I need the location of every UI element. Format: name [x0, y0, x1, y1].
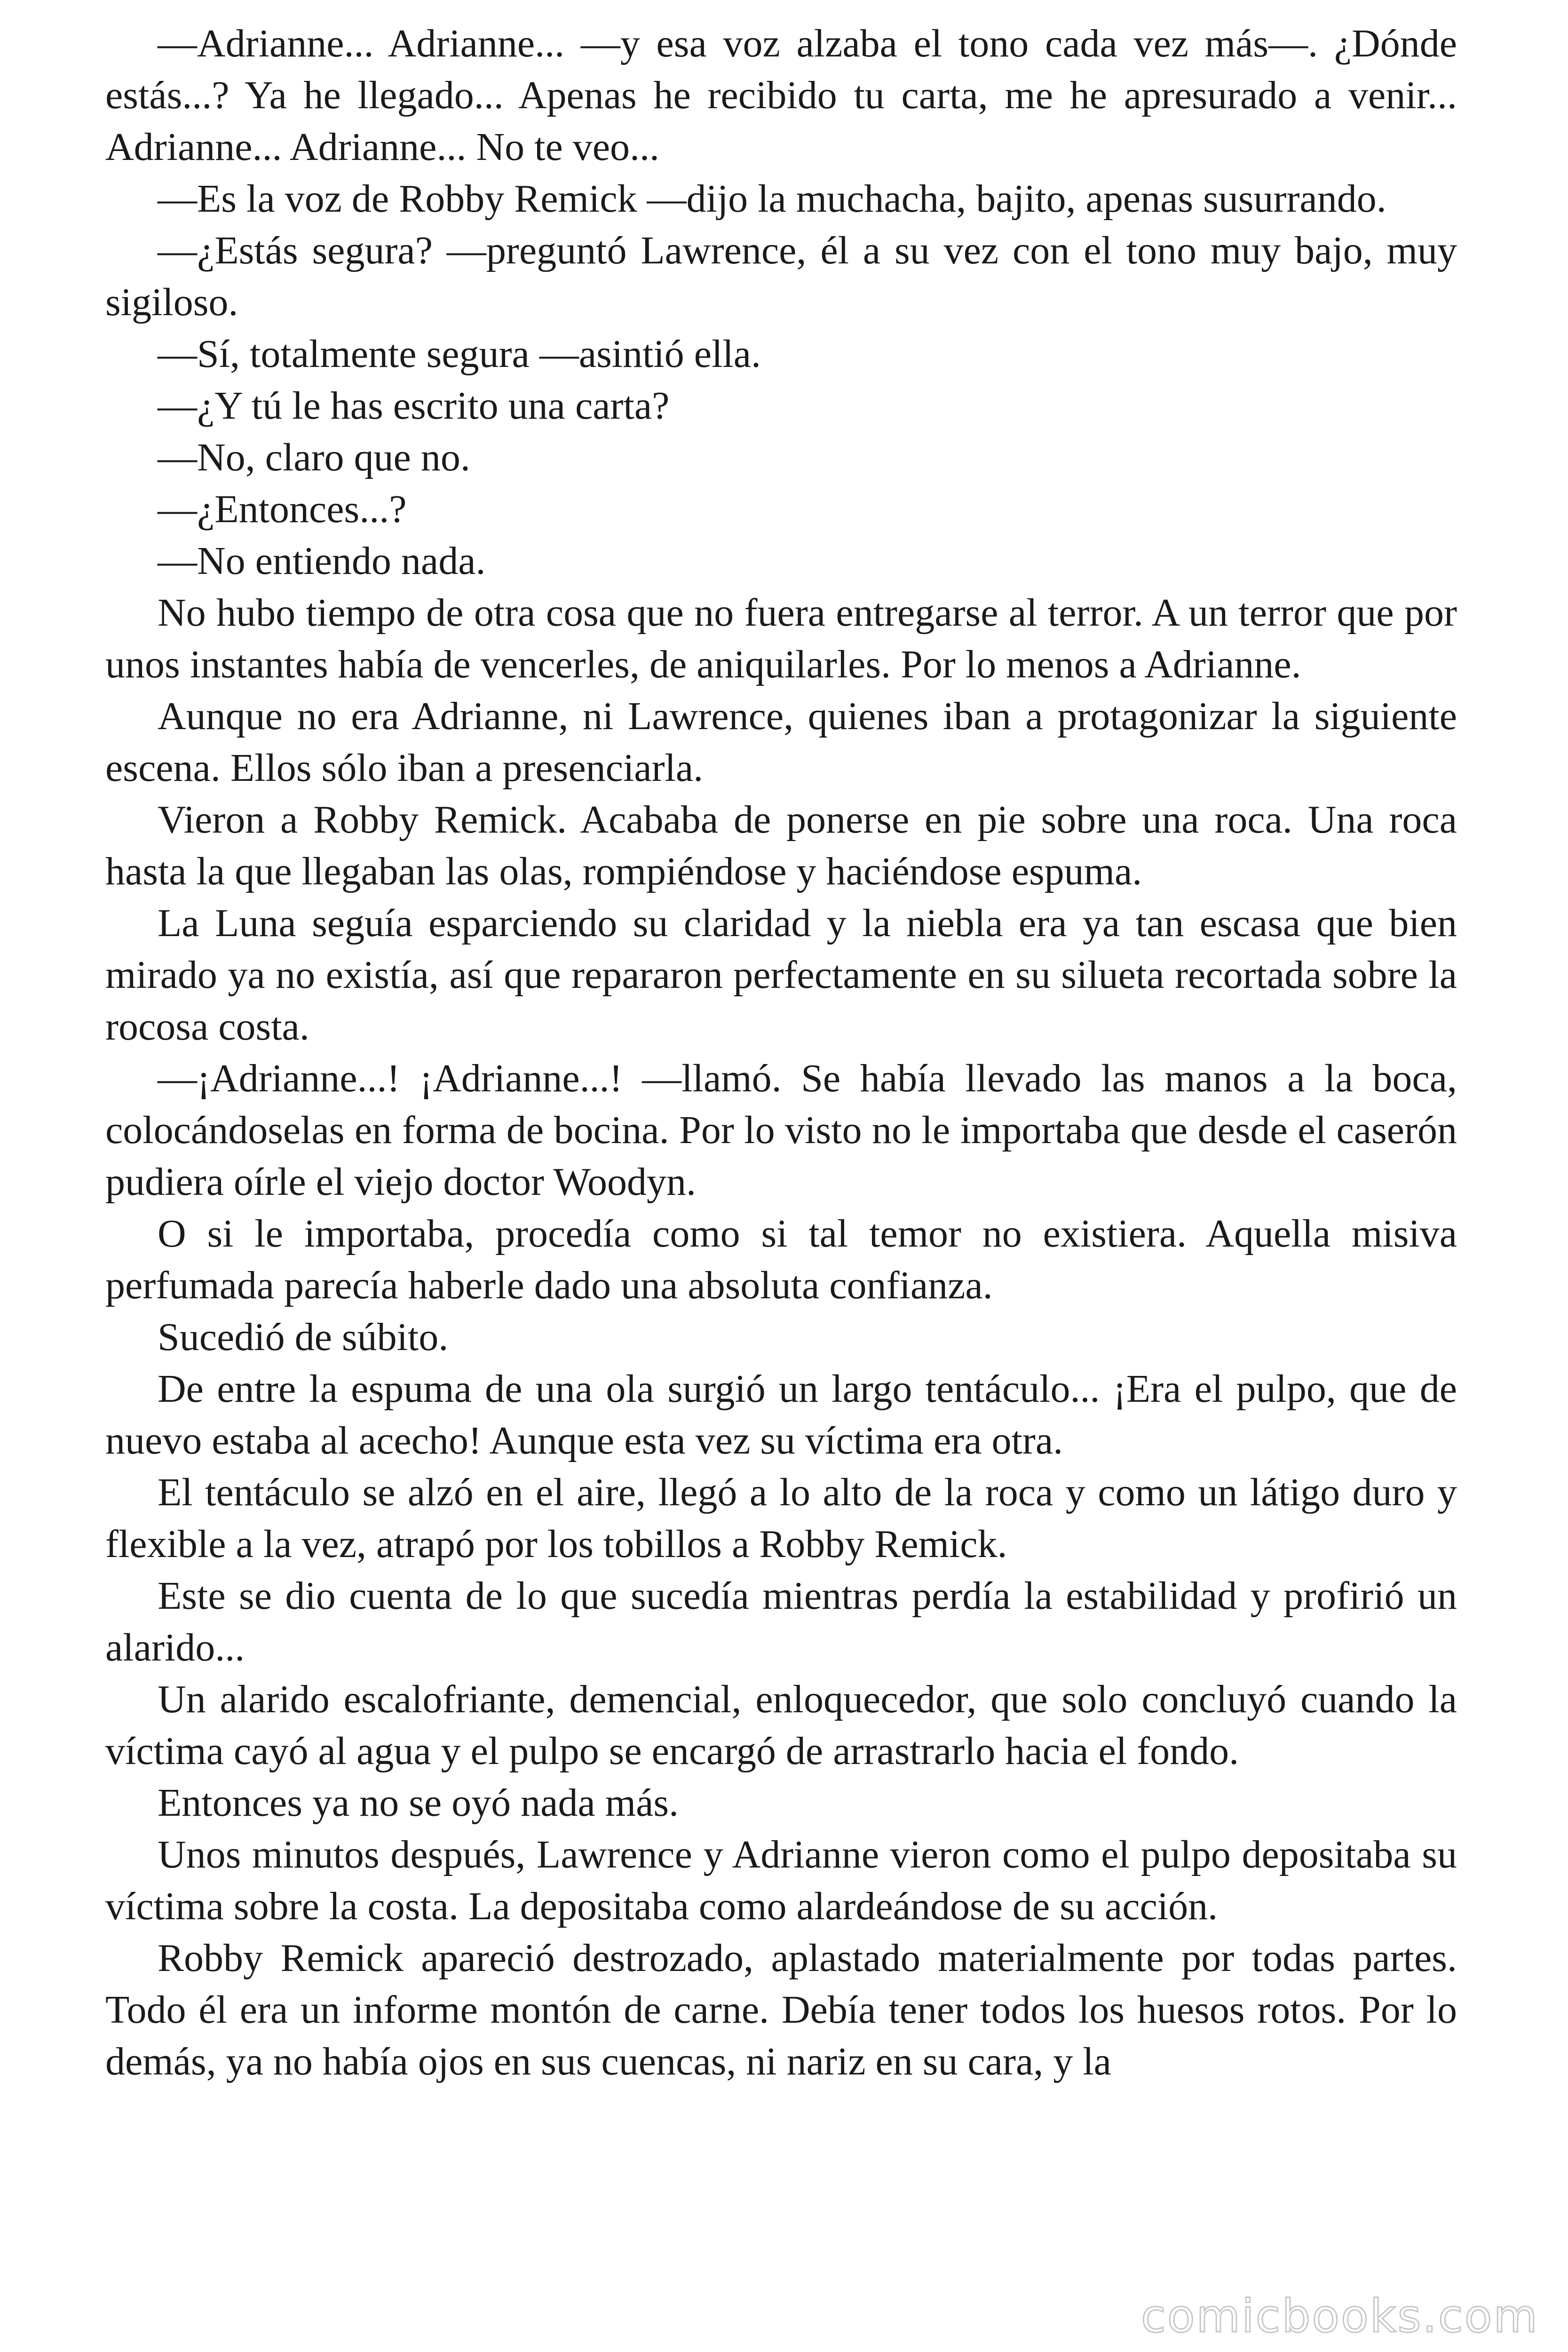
paragraph: Entonces ya no se oyó nada más.	[158, 1781, 679, 1825]
paragraph: Robby Remick apareció destrozado, aplastado materialmente por todas partes. Todo él era un informe montón de carne. Debía tener todos los huesos rotos. Por lo demás, ya no había ojos en sus cuencas, ni nariz en su cara, y la	[105, 1936, 1457, 2083]
paragraph: El tentáculo se alzó en el aire, llegó a lo alto de la roca y como un látigo duro y flexible a la vez, atrapó por los tobillos a Robby Remick.	[105, 1470, 1457, 1566]
paragraph: De entre la espuma de una ola surgió un largo tentáculo... ¡Era el pulpo, que de nuevo estaba al acecho! Aunque esta vez su víctima era otra.	[105, 1367, 1457, 1462]
paragraph: —¡Adrianne...! ¡Adrianne...! —llamó. Se había llevado las manos a la boca, colocándoselas en forma de bocina. Por lo visto no le importaba que desde el caserón pudiera oírle el viejo doctor Woodyn.	[105, 1057, 1457, 1204]
paragraph: O si le importaba, procedía como si tal temor no existiera. Aquella misiva perfumada parecía haberle dado una absoluta confianza.	[105, 1212, 1457, 1307]
paragraph: —Sí, totalmente segura —asintió ella.	[158, 332, 761, 376]
paragraph: —Es la voz de Robby Remick —dijo la muchacha, bajito, apenas susurrando.	[158, 177, 1386, 221]
paragraph: Este se dio cuenta de lo que sucedía mientras perdía la estabilidad y profirió un alarido...	[105, 1574, 1457, 1669]
paragraph: Unos minutos después, Lawrence y Adrianne vieron como el pulpo depositaba su víctima sobre la costa. La depositaba como alardeándose de su acción.	[105, 1833, 1457, 1928]
paragraph: —¿Y tú le has escrito una carta?	[158, 384, 670, 428]
paragraph: La Luna seguía esparciendo su claridad y la niebla era ya tan escasa que bien mirado ya no existía, así que repararon perfectamente en su silueta recortada sobre la rocosa costa.	[105, 901, 1457, 1049]
paragraph: —¿Entonces...?	[158, 487, 407, 531]
paragraph: Aunque no era Adrianne, ni Lawrence, quienes iban a protagonizar la siguiente escena. Ellos sólo iban a presenciarla.	[105, 694, 1457, 790]
paragraph: —No entiendo nada.	[158, 539, 486, 583]
paragraph: —No, claro que no.	[158, 436, 470, 479]
paragraph: —¿Estás segura? —preguntó Lawrence, él a su vez con el tono muy bajo, muy sigiloso.	[105, 229, 1457, 324]
paragraph: No hubo tiempo de otra cosa que no fuera entregarse al terror. A un terror que por unos instantes había de vencerles, de aniquilarles. Por lo menos a Adrianne.	[105, 591, 1457, 686]
document-body	[105, 18, 1457, 2088]
watermark-text: comicbooks.com	[1140, 2290, 1539, 2343]
paragraph: Vieron a Robby Remick. Acababa de ponerse en pie sobre una roca. Una roca hasta la que llegaban las olas, rompiéndose y haciéndose espuma.	[105, 798, 1457, 893]
paragraph: Un alarido escalofriante, demencial, enloquecedor, que solo concluyó cuando la víctima cayó al agua y el pulpo se encargó de arrastrarlo hacia el fondo.	[105, 1677, 1457, 1773]
paragraph: —Adrianne... Adrianne... —y esa voz alzaba el tono cada vez más—. ¿Dónde estás...? Ya he llegado... Apenas he recibido tu carta, me he apresurado a venir... Adrianne... Adrianne... No te veo...	[105, 22, 1457, 169]
paragraph: Sucedió de súbito.	[158, 1315, 449, 1359]
